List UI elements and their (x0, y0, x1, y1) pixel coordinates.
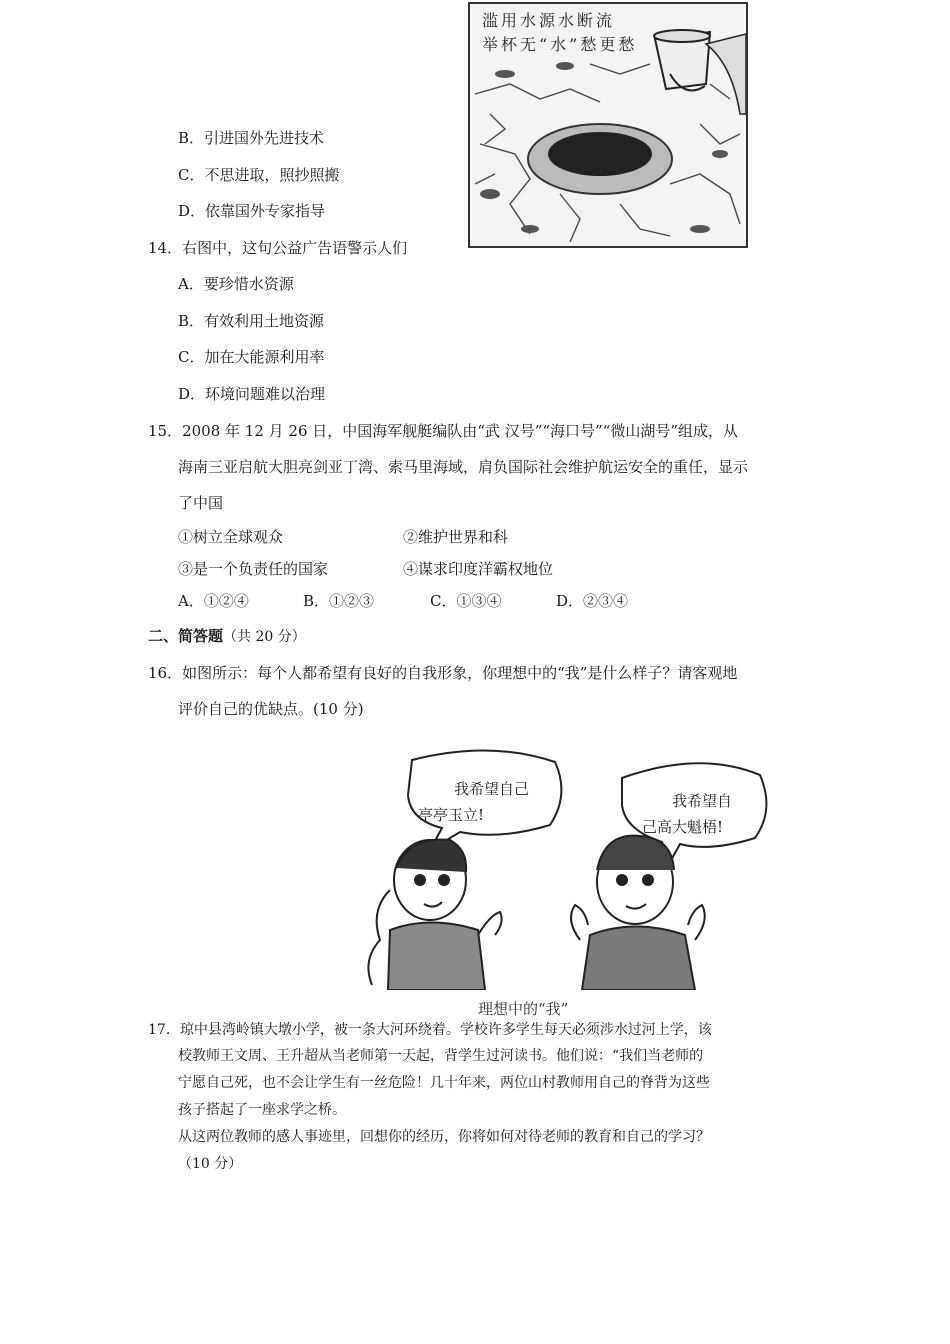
q17-line-6: （10 分） (178, 1156, 243, 1172)
kids-illustration (350, 740, 770, 990)
section-title: 二、简答题 (148, 627, 224, 645)
q13-option-d: D．依靠国外专家指导 (178, 202, 326, 220)
q13-option-c: C．不思进取，照抄照搬 (178, 166, 340, 184)
q15-line-1: 15．2008 年 12 月 26 日，中国海军舰艇编队由“武 汉号”“海口号”“微山湖号”组成，从 (148, 422, 739, 440)
water-cartoon-caption-1: 滥用水源水断流 (482, 11, 616, 30)
section-score-note: （共 20 分） (223, 629, 306, 645)
q14-option-a: A．要珍惜水资源 (178, 275, 294, 293)
q17-line-2: 校教师王文周、王升超从当老师第一天起，背学生过河读书。他们说：“我们当老师的 (178, 1048, 704, 1064)
girl-speech-2: 亭亭玉立! (418, 806, 485, 824)
q15-item-1: ①树立全球观众 (178, 528, 284, 546)
ideal-self-caption: 理想中的“我” (478, 1000, 569, 1018)
q15-option-d: D．②③④ (556, 592, 629, 610)
q15-option-c: C．①③④ (430, 592, 502, 610)
q15-line-3: 了中国 (178, 494, 224, 512)
q15-line-2: 海南三亚启航大胆亮剑亚丁湾、索马里海域，肩负国际社会维护航运安全的重任，显示 (178, 458, 749, 476)
q15-item-4: ④谋求印度洋霸权地位 (403, 560, 554, 578)
q17-line-1: 17．琼中县湾岭镇大墩小学，被一条大河环绕着。学校许多学生每天必须涉水过河上学，该 (148, 1022, 712, 1038)
section-heading (148, 626, 306, 647)
ideal-self-figure (350, 740, 770, 990)
boy-speech-2: 己高大魁梧! (642, 818, 724, 836)
q13-option-b: B．引进国外先进技术 (178, 129, 325, 147)
boy-speech-1: 我希望自 (672, 792, 733, 810)
q14-option-b: B．有效利用土地资源 (178, 312, 325, 330)
q15-option-b: B．①②③ (303, 592, 375, 610)
dry-well-illustration (470, 4, 746, 246)
q14-stem: 14．右图中，这句公益广告语警示人们 (148, 239, 408, 257)
q16-line-1: 16．如图所示：每个人都希望有良好的自我形象，你理想中的“我”是什么样子？请客观地 (148, 664, 738, 682)
q17-line-4: 孩子搭起了一座求学之桥。 (178, 1102, 346, 1118)
q15-item-3: ③是一个负责任的国家 (178, 560, 329, 578)
water-cartoon-caption-2: 举杯无“水”愁更愁 (482, 35, 638, 54)
q16-line-2: 评价自己的优缺点。(10 分) (178, 700, 364, 718)
q14-option-d: D．环境问题难以治理 (178, 385, 326, 403)
q15-item-2: ②维护世界和科 (403, 528, 509, 546)
q14-option-c: C．加在大能源利用率 (178, 348, 325, 366)
girl-speech-1: 我希望自己 (454, 780, 530, 798)
q17-line-3: 宁愿自己死，也不会让学生有一丝危险！几十年来，两位山村教师用自己的脊背为这些 (178, 1075, 710, 1091)
water-cartoon-figure (468, 2, 748, 248)
q15-option-a: A．①②④ (178, 592, 249, 610)
q17-line-5: 从这两位教师的感人事迹里，回想你的经历，你将如何对待老师的教育和自己的学习？ (178, 1129, 710, 1145)
